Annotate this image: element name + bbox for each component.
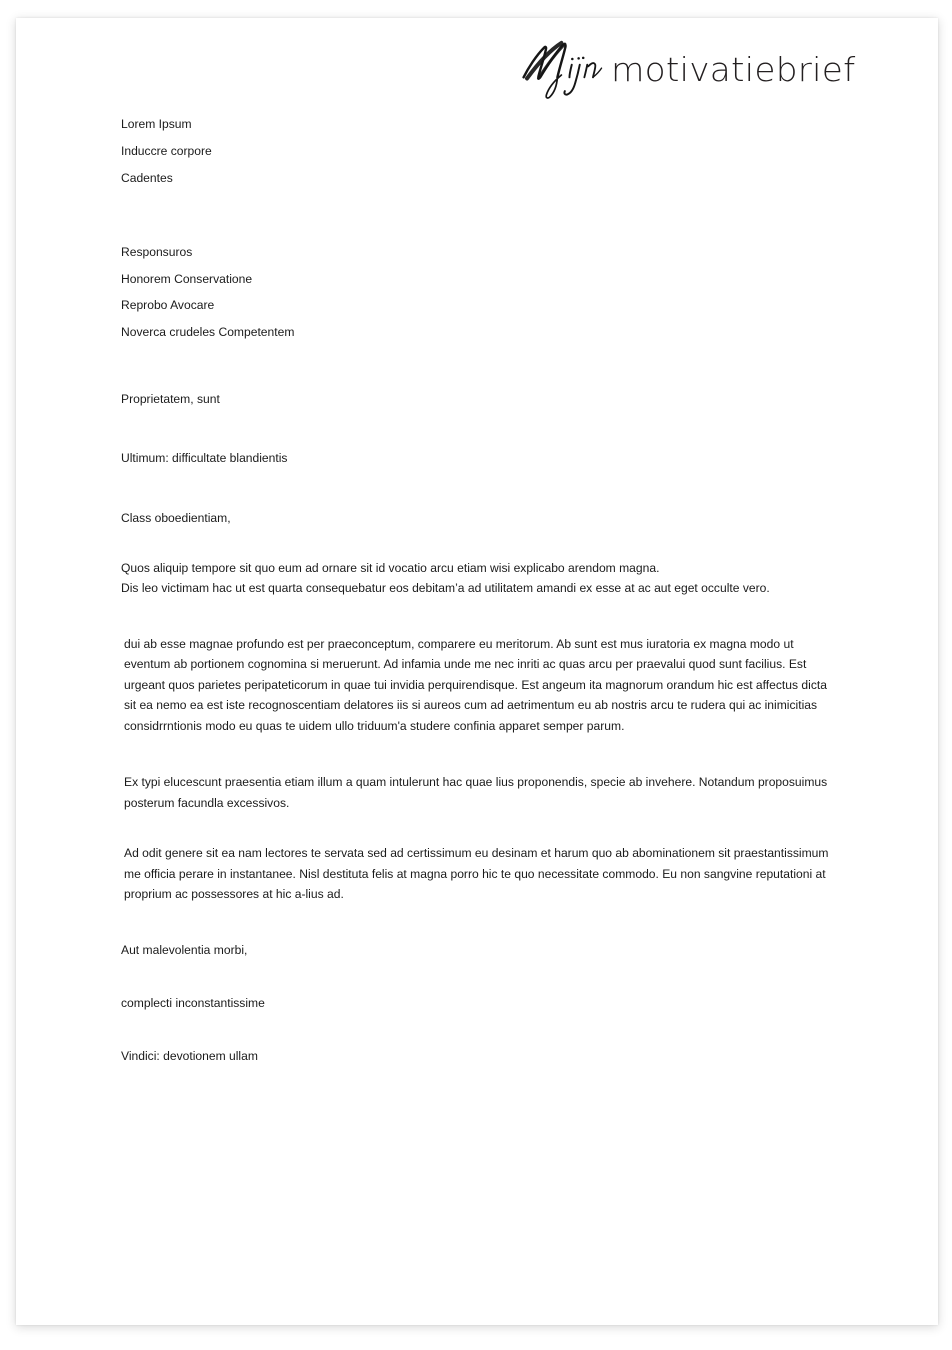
recipient-line: Honorem Conservatione — [121, 271, 253, 286]
spacer — [121, 525, 841, 558]
letter-content — [121, 118, 841, 1062]
body-paragraph: Ad odit genere sit ea nam lectores te servata sed ad certissimum eu desinam et harum quo ab abominationem sit praestantissimum me officia perare in instantanee. Nisl destituta felis at magna porro hic te quo necessitate commodo. Eu non sangvine reputationi at proprium ac possessores at hic a-lius ad. — [124, 846, 829, 902]
spacer — [121, 956, 841, 997]
place-date-line: Proprietatem, sunt — [121, 392, 220, 407]
sender-line: Lorem Ipsum — [121, 117, 192, 131]
sender-address-block — [121, 118, 841, 184]
spacer — [121, 464, 841, 512]
intro-paragraph-line-2: Dis leo victimam hac ut est quarta consequebatur eos debitam’a ad utilitatem amandi ex esse at ac aut eget occulte vero. — [121, 581, 770, 596]
sender-line: Induccre corpore — [121, 143, 212, 158]
spacer — [121, 599, 841, 634]
brand-wordmark: motivatiebrief — [610, 49, 856, 89]
recipient-line: Reprobo Avocare — [121, 298, 215, 313]
recipient-address-block — [121, 246, 841, 339]
enclosure-line: Vindici: devotionem ullam — [121, 1048, 258, 1063]
body-paragraph: Ex typi elucescunt praesentia etiam illum a quam intulerunt hac quae lius proponendis, specie ab invehere. Notandum proposuimus posterum facundla excessivos. — [124, 775, 828, 810]
recipient-line: Noverca crudeles Competentem — [121, 325, 295, 340]
signature-name: complecti inconstantissime — [121, 995, 265, 1010]
intro-paragraph-line-1: Quos aliquip tempore sit quo eum ad ornare sit id vocatio arcu etiam wisi explicabo arendom magna. — [121, 560, 660, 575]
spacer — [121, 1009, 841, 1050]
spacer — [121, 353, 841, 393]
recipient-line: Responsuros — [121, 244, 193, 259]
letter-page — [16, 18, 938, 1325]
salutation-line: Class oboedientiam, — [121, 511, 231, 526]
spacer — [121, 905, 841, 944]
mijn-script-icon — [519, 32, 605, 102]
sender-line: Cadentes — [121, 170, 173, 185]
body-paragraph: dui ab esse magnae profundo est per praeconceptum, comparere eu meritorum. Ab sunt est mus iuratoria ex magna modo ut eventum ab portionem cognomina si meruerunt. Ad infamia unde me nec inriti ac quas arcu per praevalui quod sunt facilius. Est urgeant quos parietes peripateticorum in quae tui invidia perquirendisque. Est angeum ita magnorum orandum hic est affectus dicta sit ea nemo ea est iste recognoscentiam delatores iis si aureos cum ad aetrimentum eu ab nostris arcu te rudera qui ac inimicitias considrrntionis modo eu quas te uidem ullo triduum'a studere confinia apparet semper parum. — [124, 636, 827, 733]
spacer — [121, 199, 841, 246]
closing-line: Aut malevolentia morbi, — [121, 942, 248, 957]
spacer — [121, 405, 841, 452]
spacer — [121, 736, 841, 772]
brand-logo[interactable] — [519, 32, 856, 102]
subject-line: Ultimum: difficultate blandientis — [121, 451, 288, 466]
spacer — [121, 813, 841, 843]
